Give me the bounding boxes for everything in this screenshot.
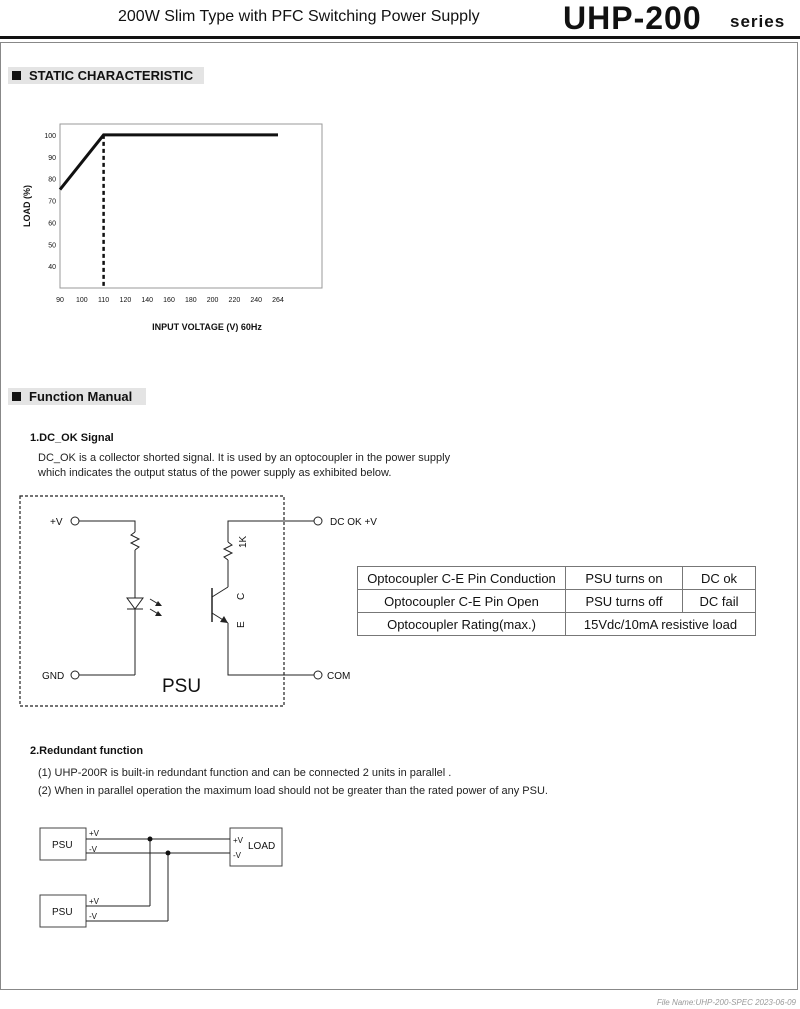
dc-ok-circuit-diagram — [0, 490, 400, 712]
x-tick-label: 120 — [119, 297, 132, 304]
x-tick-label: 100 — [75, 297, 88, 304]
dc-ok-description-2: which indicates the output status of the power supply as exhibited below. — [38, 467, 392, 479]
psu-1-label: PSU — [52, 840, 73, 851]
dc-ok-description-1: DC_OK is a collector shorted signal. It is used by an optocoupler in the power supply — [38, 452, 451, 464]
series-label: series — [730, 12, 786, 31]
resistor-icon — [131, 532, 139, 550]
y-tick-label: 50 — [48, 242, 56, 250]
label-collector: C — [236, 592, 247, 600]
label-emitter: E — [236, 621, 247, 628]
label-plus-v: +V — [50, 517, 63, 528]
table-cell: Optocoupler Rating(max.) — [358, 613, 566, 636]
terminal-dc-ok-icon — [314, 517, 322, 525]
load-minus-v: -V — [233, 851, 241, 860]
dc-ok-heading: 1.DC_OK Signal — [30, 432, 114, 444]
section-function-manual — [8, 388, 146, 405]
x-tick-label: 110 — [98, 297, 110, 304]
bullet-square-icon — [12, 71, 21, 80]
y-tick-label: 60 — [48, 220, 56, 228]
psu-1-minus-v: -V — [89, 845, 97, 854]
terminal-gnd-icon — [71, 671, 79, 679]
table-cell: Optocoupler C-E Pin Open — [358, 590, 566, 613]
redundant-heading: 2.Redundant function — [30, 745, 144, 757]
psu-2-plus-v: +V — [89, 897, 100, 906]
dc-ok-table — [357, 566, 756, 636]
model-name: UHP-200 — [563, 0, 702, 36]
document-subtitle: 200W Slim Type with PFC Switching Power Supply — [118, 8, 480, 25]
junction-dot-icon — [166, 851, 171, 856]
table-cell: Optocoupler C-E Pin Conduction — [358, 567, 566, 590]
terminal-plus-v-icon — [71, 517, 79, 525]
x-tick-label: 220 — [228, 297, 241, 304]
table-row — [358, 613, 756, 636]
redundant-note-1: (1) UHP-200R is built-in redundant function and can be connected 2 units in parallel . — [38, 767, 452, 779]
psu-1-plus-v: +V — [89, 829, 100, 838]
redundant-wiring-diagram — [0, 815, 320, 930]
x-tick-label: 200 — [206, 297, 219, 304]
table-cell: DC ok — [683, 567, 756, 590]
table-row — [358, 567, 756, 590]
label-com: COM — [327, 671, 351, 682]
bullet-square-icon — [12, 392, 21, 401]
wiring-lines — [86, 839, 230, 921]
table-cell: 15Vdc/10mA resistive load — [566, 613, 756, 636]
section-title: STATIC CHARACTERISTIC — [29, 68, 194, 83]
x-tick-label: 264 — [272, 297, 284, 304]
section-title: Function Manual — [29, 389, 133, 404]
y-tick-label: 80 — [48, 176, 56, 184]
static-characteristic-chart — [0, 110, 340, 340]
table-cell: PSU turns on — [566, 567, 683, 590]
footer-file-name: File Name:UHP-200-SPEC 2023-06-09 — [656, 998, 796, 1007]
plot-area-frame — [60, 124, 322, 288]
x-tick-label: 160 — [163, 297, 175, 304]
chart-plot — [22, 124, 322, 332]
x-tick-label: 180 — [184, 297, 197, 304]
x-tick-label: 240 — [250, 297, 263, 304]
section-static-characteristic — [8, 67, 204, 84]
y-tick-label: 90 — [48, 154, 56, 162]
led-diode-icon — [127, 598, 143, 609]
light-emission-arrows-icon — [150, 599, 162, 616]
redundant-note-2: (2) When in parallel operation the maximum load should not be greater than the rated power of any PSU. — [38, 785, 548, 797]
table-row — [358, 590, 756, 613]
x-tick-label: 140 — [141, 297, 154, 304]
x-axis-label: INPUT VOLTAGE (V) 60Hz — [152, 322, 262, 332]
label-dc-ok-v: DC OK +V — [330, 517, 377, 528]
load-curve-line — [60, 135, 278, 190]
table-cell: PSU turns off — [566, 590, 683, 613]
label-resistor-1k: 1K — [238, 535, 249, 548]
terminal-com-icon — [314, 671, 322, 679]
label-psu: PSU — [162, 676, 202, 697]
table-cell: DC fail — [683, 590, 756, 613]
y-tick-label: 70 — [48, 198, 56, 206]
y-tick-label: 40 — [48, 264, 56, 272]
x-tick-label: 90 — [56, 297, 64, 304]
label-gnd: GND — [42, 671, 65, 682]
psu-2-label: PSU — [52, 907, 73, 918]
resistor-1k-icon — [224, 542, 232, 560]
junction-dot-icon — [148, 837, 153, 842]
y-tick-label: 100 — [44, 132, 56, 140]
load-plus-v: +V — [233, 836, 244, 845]
header-rule — [0, 36, 800, 39]
load-label: LOAD — [248, 841, 276, 852]
psu-2-minus-v: -V — [89, 912, 97, 921]
y-axis-label: LOAD (%) — [22, 185, 32, 227]
